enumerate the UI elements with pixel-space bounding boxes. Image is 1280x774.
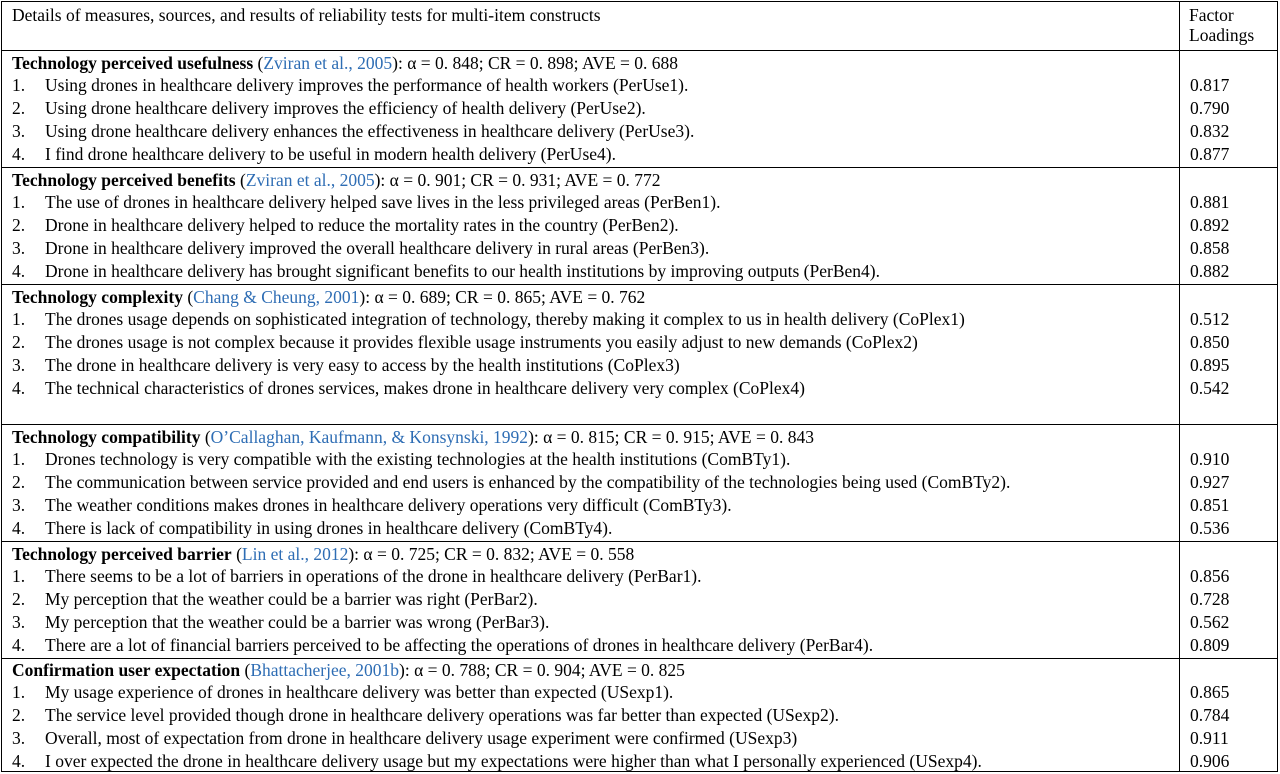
- citation-link[interactable]: O’Callaghan, Kaufmann, & Konsynski, 1992: [210, 427, 529, 447]
- item-text: The service level provided though drone in healthcare delivery operations was far better than expected (USexp2).: [45, 705, 839, 725]
- citation-link[interactable]: Zviran et al., 2005: [263, 53, 393, 73]
- list-item: [12, 448, 790, 471]
- item-text: My perception that the weather could be a barrier was right (PerBar2).: [45, 589, 538, 609]
- construct-title: Technology perceived barrier: [12, 544, 232, 564]
- item-number: 3.: [12, 355, 26, 375]
- list-item: [12, 704, 839, 727]
- list-item: [12, 331, 918, 354]
- list-item: [12, 611, 549, 634]
- item-text: Drone in healthcare delivery has brought significant benefits to our health institutions by improving outputs (PerBen4).: [45, 261, 880, 281]
- factor-loading: 0.817: [1190, 75, 1230, 95]
- item-number: 2.: [12, 589, 26, 609]
- item-number: 2.: [12, 98, 26, 118]
- item-number: 2.: [12, 215, 26, 235]
- item-number: 4.: [12, 751, 26, 771]
- item-text: The drones usage is not complex because it provides flexible usage instruments you easily adjust to new demands (CoPlex2): [45, 332, 918, 352]
- reliability-stats: : α = 0. 725; CR = 0. 832; AVE = 0. 558: [354, 544, 635, 564]
- list-item: [12, 750, 982, 773]
- construct-section: [2, 541, 1277, 658]
- item-text: Overall, most of expectation from drone in healthcare delivery usage experiment were confirmed (USexp3): [45, 728, 798, 748]
- item-text: The weather conditions makes drones in healthcare delivery operations very difficult (ComBTy3).: [45, 495, 732, 515]
- list-item: [12, 237, 709, 260]
- item-number: 4.: [12, 144, 26, 164]
- item-number: 2.: [12, 705, 26, 725]
- construct-title: Technology complexity: [12, 287, 183, 307]
- reliability-table: [1, 1, 1278, 772]
- item-number: 3.: [12, 612, 26, 632]
- list-item: [12, 565, 701, 588]
- item-text: Using drone healthcare delivery improves the efficiency of health delivery (PerUse2).: [45, 98, 646, 118]
- item-text: There seems to be a lot of barriers in operations of the drone in healthcare delivery (PerBar1).: [45, 566, 702, 586]
- item-number: 3.: [12, 121, 26, 141]
- construct-section: [2, 424, 1277, 541]
- item-number: 4.: [12, 261, 26, 281]
- construct-section: [2, 658, 1277, 771]
- factor-loading: 0.809: [1190, 635, 1230, 655]
- list-item: [12, 681, 673, 704]
- factor-loading: 0.542: [1190, 378, 1230, 398]
- item-text: There are a lot of financial barriers perceived to be affecting the operations of drones in healthcare delivery (PerBar4).: [45, 635, 874, 655]
- factor-loading: 0.851: [1190, 495, 1230, 515]
- reliability-stats: : α = 0. 901; CR = 0. 931; AVE = 0. 772: [380, 170, 661, 190]
- construct-title: Technology perceived usefulness: [12, 53, 254, 73]
- construct-heading: Technology perceived benefits (Zviran et al., 2005): α = 0. 901; CR = 0. 931; AVE = 0. 772: [12, 170, 661, 190]
- list-item: [12, 74, 688, 97]
- construct-heading: Technology compatibility (O’Callaghan, Kaufmann, & Konsynski, 1992): α = 0. 815; CR = 0. 915; AVE = 0. 843: [12, 427, 814, 447]
- item-number: 2.: [12, 472, 26, 492]
- list-item: [12, 377, 805, 400]
- factor-loading: 0.512: [1190, 309, 1230, 329]
- reliability-stats: : α = 0. 815; CR = 0. 915; AVE = 0. 843: [533, 427, 814, 447]
- factor-loading: 0.562: [1190, 612, 1230, 632]
- item-text: There is lack of compatibility in using drones in healthcare delivery (ComBTy4).: [45, 518, 613, 538]
- factor-loading: 0.728: [1190, 589, 1230, 609]
- list-item: [12, 143, 616, 166]
- factor-loading: 0.877: [1190, 144, 1230, 164]
- list-item: [12, 494, 732, 517]
- factor-loading: 0.856: [1190, 566, 1230, 586]
- citation-link[interactable]: Lin et al., 2012: [241, 544, 349, 564]
- factor-loading: 0.790: [1190, 98, 1230, 118]
- factor-loading: 0.832: [1190, 121, 1230, 141]
- list-item: [12, 727, 797, 750]
- factor-loading: 0.882: [1190, 261, 1230, 281]
- item-number: 3.: [12, 238, 26, 258]
- factor-loading: 0.911: [1190, 728, 1229, 748]
- list-item: [12, 588, 538, 611]
- list-item: [12, 308, 965, 331]
- table-caption: Details of measures, sources, and results of reliability tests for multi-item constructs: [12, 5, 601, 25]
- item-text: I find drone healthcare delivery to be useful in modern health delivery (PerUse4).: [45, 144, 616, 164]
- item-text: The use of drones in healthcare delivery helped save lives in the less privileged areas (PerBen1).: [45, 192, 721, 212]
- item-text: Using drone healthcare delivery enhances the effectiveness in healthcare delivery (PerUse3).: [45, 121, 695, 141]
- item-number: 2.: [12, 332, 26, 352]
- reliability-stats: : α = 0. 689; CR = 0. 865; AVE = 0. 762: [365, 287, 646, 307]
- construct-heading: Confirmation user expectation (Bhattacherjee, 2001b): α = 0. 788; CR = 0. 904; AVE = 0. 825: [12, 660, 685, 680]
- list-item: [12, 97, 646, 120]
- item-number: 1.: [12, 682, 26, 702]
- list-item: [12, 214, 679, 237]
- item-number: 3.: [12, 728, 26, 748]
- item-number: 1.: [12, 449, 26, 469]
- construct-section: [2, 284, 1277, 424]
- factor-loadings-header-line1: Factor: [1189, 5, 1234, 25]
- construct-section: [2, 167, 1277, 284]
- item-number: 1.: [12, 566, 26, 586]
- citation-link[interactable]: Chang & Cheung, 2001: [193, 287, 360, 307]
- item-text: My perception that the weather could be a barrier was wrong (PerBar3).: [45, 612, 550, 632]
- list-item: [12, 120, 694, 143]
- list-item: [12, 191, 720, 214]
- item-text: I over expected the drone in healthcare delivery usage but my expectations were higher than what I personally experienced (USexp4).: [45, 751, 982, 771]
- construct-heading: Technology complexity (Chang & Cheung, 2001): α = 0. 689; CR = 0. 865; AVE = 0. 762: [12, 287, 646, 307]
- item-text: The communication between service provided and end users is enhanced by the compatibility of the technologies being used (ComBTy2).: [45, 472, 1011, 492]
- reliability-stats: : α = 0. 788; CR = 0. 904; AVE = 0. 825: [404, 660, 685, 680]
- item-text: Using drones in healthcare delivery improves the performance of health workers (PerUse1).: [45, 75, 689, 95]
- item-number: 1.: [12, 192, 26, 212]
- factor-loading: 0.784: [1190, 705, 1230, 725]
- item-number: 3.: [12, 495, 26, 515]
- factor-loadings-header: [1189, 5, 1254, 45]
- factor-loading: 0.850: [1190, 332, 1230, 352]
- citation-link[interactable]: Bhattacherjee, 2001b: [250, 660, 400, 680]
- factor-loading: 0.892: [1190, 215, 1230, 235]
- item-number: 1.: [12, 309, 26, 329]
- factor-loading: 0.865: [1190, 682, 1230, 702]
- construct-heading: Technology perceived usefulness (Zviran et al., 2005): α = 0. 848; CR = 0. 898; AVE = 0. 688: [12, 53, 679, 73]
- construct-title: Confirmation user expectation: [12, 660, 241, 680]
- item-text: The technical characteristics of drones services, makes drone in healthcare delivery very complex (CoPlex4): [45, 378, 805, 398]
- item-text: The drone in healthcare delivery is very easy to access by the health institutions (CoPlex3): [45, 355, 680, 375]
- factor-loading: 0.906: [1190, 751, 1230, 771]
- item-text: My usage experience of drones in healthcare delivery was better than expected (USexp1).: [45, 682, 674, 702]
- list-item: [12, 634, 873, 657]
- construct-title: Technology compatibility: [12, 427, 201, 447]
- item-number: 1.: [12, 75, 26, 95]
- construct-section: [2, 50, 1277, 167]
- item-text: The drones usage depends on sophisticated integration of technology, thereby making it complex to us in health delivery (CoPlex1): [45, 309, 965, 329]
- factor-loading: 0.858: [1190, 238, 1230, 258]
- list-item: [12, 260, 880, 283]
- list-item: [12, 471, 1010, 494]
- item-number: 4.: [12, 635, 26, 655]
- item-text: Drone in healthcare delivery improved the overall healthcare delivery in rural areas (PerBen3).: [45, 238, 710, 258]
- factor-loadings-header-line2: Loadings: [1189, 25, 1255, 45]
- factor-loading: 0.910: [1190, 449, 1230, 469]
- list-item: [12, 354, 680, 377]
- citation-link[interactable]: Zviran et al., 2005: [245, 170, 375, 190]
- item-number: 4.: [12, 518, 26, 538]
- reliability-stats: : α = 0. 848; CR = 0. 898; AVE = 0. 688: [397, 53, 679, 73]
- item-text: Drones technology is very compatible with the existing technologies at the health institutions (ComBTy1).: [45, 449, 791, 469]
- factor-loading: 0.895: [1190, 355, 1230, 375]
- factor-loading: 0.536: [1190, 518, 1230, 538]
- item-number: 4.: [12, 378, 26, 398]
- factor-loading: 0.927: [1190, 472, 1230, 492]
- construct-title: Technology perceived benefits: [12, 170, 236, 190]
- construct-heading: Technology perceived barrier (Lin et al., 2012): α = 0. 725; CR = 0. 832; AVE = 0. 558: [12, 544, 635, 564]
- item-text: Drone in healthcare delivery helped to reduce the mortality rates in the country (PerBen2).: [45, 215, 679, 235]
- list-item: [12, 517, 612, 540]
- factor-loading: 0.881: [1190, 192, 1230, 212]
